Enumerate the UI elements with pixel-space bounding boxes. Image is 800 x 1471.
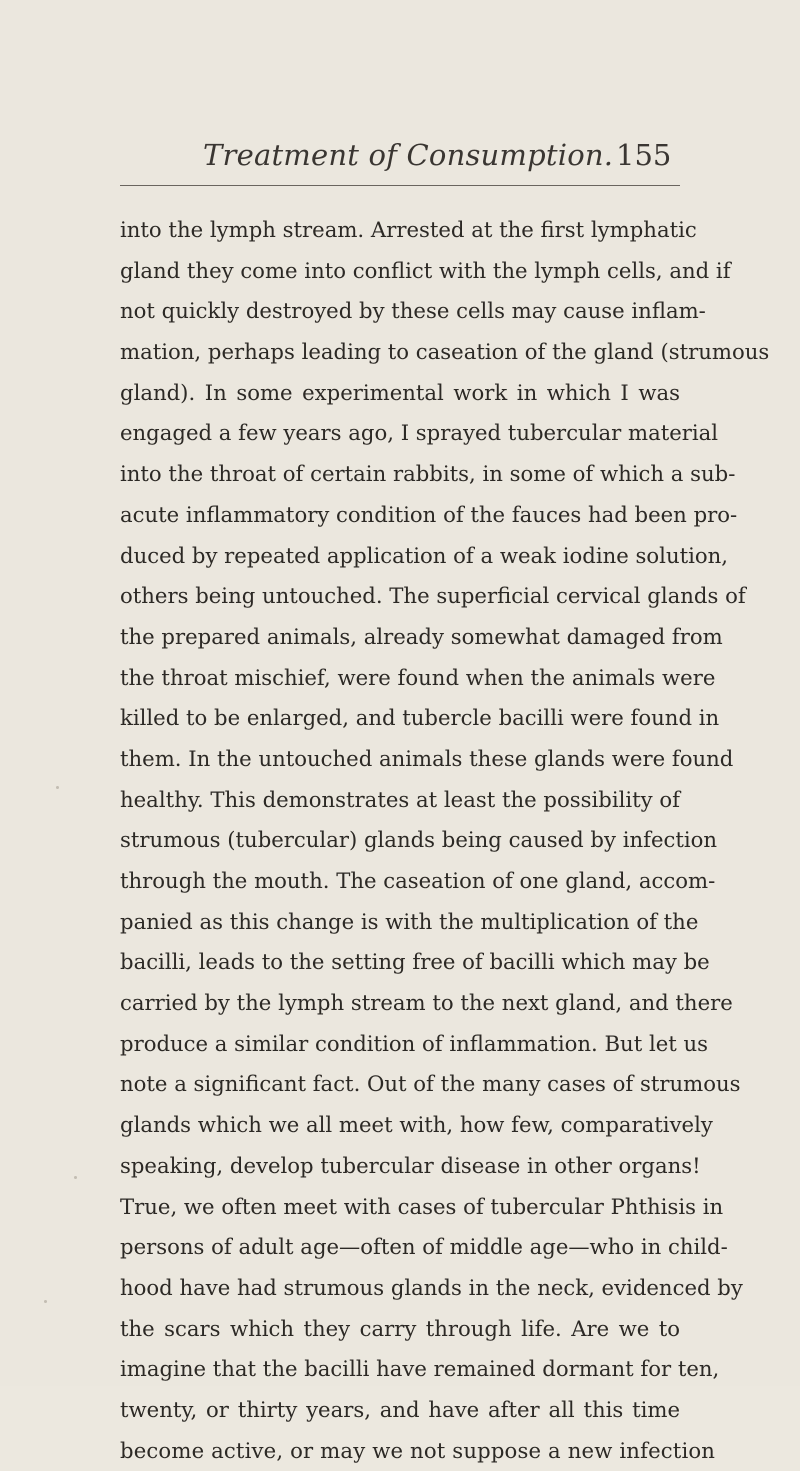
text-line: twenty, or thirty years, and have after all this time <box>120 1396 680 1422</box>
text-line: others being untouched. The superficial cervical glands of <box>120 583 746 609</box>
text-line: glands which we all meet with, how few, comparatively <box>120 1112 713 1138</box>
text-line: into the throat of certain rabbits, in some of which a sub- <box>120 461 736 487</box>
text-line: killed to be enlarged, and tubercle bacilli were found in <box>120 705 720 731</box>
running-head <box>0 138 800 178</box>
text-line: healthy. This demonstrates at least the possibility of <box>120 786 680 812</box>
text-line: bacilli, leads to the setting free of bacilli which may be <box>120 949 710 975</box>
page-number: 155 <box>616 138 672 172</box>
text-line: the prepared animals, already somewhat damaged from <box>120 623 723 649</box>
text-line: into the lymph stream. Arrested at the first lymphatic <box>120 217 697 242</box>
paper-speck <box>44 1300 47 1303</box>
text-line: gland). In some experimental work in which I was <box>120 379 680 405</box>
text-line: True, we often meet with cases of tubercular Phthisis in <box>120 1193 724 1219</box>
text-line: the throat mischief, were found when the animals were <box>120 664 716 690</box>
header-rule <box>120 185 680 186</box>
text-line: note a significant fact. Out of the many cases of strumous <box>120 1071 741 1097</box>
text-line: gland they come into conflict with the lymph cells, and if <box>120 257 731 283</box>
text-line: become active, or may we not suppose a new infection <box>120 1437 716 1463</box>
paper-speck <box>56 786 59 789</box>
text-line: panied as this change is with the multiplication of the <box>120 908 699 934</box>
text-line: speaking, develop tubercular disease in other organs! <box>120 1152 701 1178</box>
text-line: through the mouth. The caseation of one gland, accom- <box>120 868 716 893</box>
text-line: engaged a few years ago, I sprayed tubercular material <box>120 420 719 446</box>
text-line: them. In the untouched animals these glands were found <box>120 745 734 771</box>
text-line: hood have had strumous glands in the neck, evidenced by <box>120 1274 743 1300</box>
text-line: carried by the lymph stream to the next gland, and there <box>120 990 733 1016</box>
text-line: acute inflammatory condition of the fauces had been pro- <box>120 501 738 527</box>
running-title: Treatment of Consumption. <box>203 138 614 172</box>
text-line: duced by repeated application of a weak iodine solution, <box>120 542 729 568</box>
text-line: imagine that the bacilli have remained dormant for ten, <box>120 1356 720 1382</box>
text-line: mation, perhaps leading to caseation of the gland (strumous <box>120 339 770 365</box>
text-line: not quickly destroyed by these cells may cause inflam- <box>120 298 706 324</box>
text-line: produce a similar condition of inflammation. But let us <box>120 1030 709 1056</box>
paper-speck <box>74 1176 77 1179</box>
text-line: persons of adult age—often of middle age—who in child- <box>120 1234 728 1260</box>
text-line: strumous (tubercular) glands being caused by infection <box>120 827 718 853</box>
body-text <box>120 210 770 1471</box>
text-line: the scars which they carry through life. Are we to <box>120 1315 680 1341</box>
